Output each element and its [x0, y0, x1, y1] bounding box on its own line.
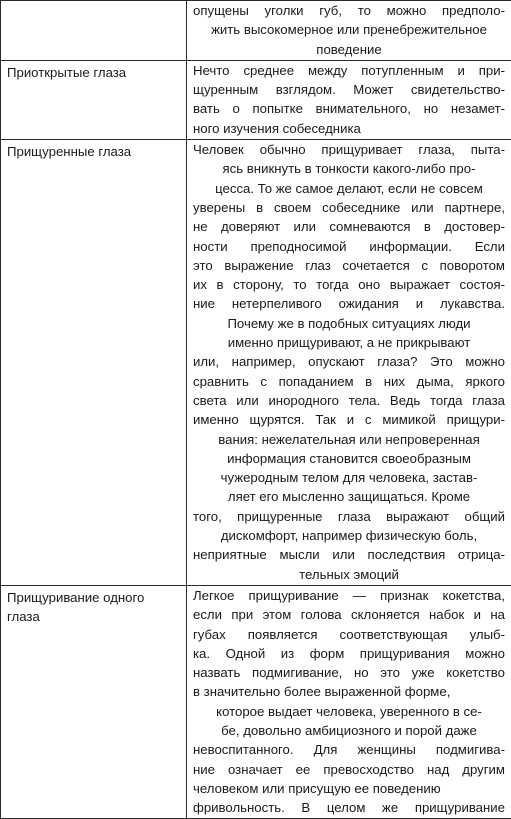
table-row — [1, 140, 511, 586]
text-line: сравнить с попаданием в них дыма, яркого — [193, 372, 505, 391]
text-line: губах появляется соответствующая улыб- — [193, 625, 505, 644]
text-line: фривольность. В целом же прищуривание — [193, 798, 505, 817]
text-line: вания: нежелательная или непроверенная — [193, 430, 505, 449]
text-line: не доверяют или сомневаются в достовер- — [193, 217, 505, 236]
text-line: чужеродным телом для человека, застав- — [193, 468, 505, 487]
text-line: Легкое прищуривание — признак кокетства, — [193, 586, 505, 605]
text-line: ние нетерпеливого ожидания и лукавства. — [193, 294, 505, 313]
description-cell — [187, 60, 511, 139]
text-line: Нечто среднее между потупленным и при- — [193, 61, 505, 80]
term-label: Приоткрытые глаза — [7, 65, 126, 80]
table-row — [1, 1, 511, 61]
table-row — [1, 60, 511, 139]
term-cell — [1, 1, 187, 61]
term-cell — [1, 60, 187, 139]
text-line: тельных эмоций — [193, 565, 505, 584]
table-row — [1, 585, 511, 819]
description-cell — [187, 585, 511, 819]
text-line: ности преподносимой информации. Если — [193, 237, 505, 256]
text-line: неприятные мысли или последствия отрица- — [193, 545, 505, 564]
description-cell — [187, 1, 511, 61]
text-line: Почему же в подобных ситуациях люди — [193, 314, 505, 333]
text-line: информация становится своеобразным — [193, 449, 505, 468]
text-line: ляет его мысленно защищаться. Кроме — [193, 487, 505, 506]
term-label: Прищуривание одного глаза — [7, 590, 144, 624]
text-line: ясь вникнуть в тонкости какого-либо про- — [193, 159, 505, 178]
term-cell — [1, 585, 187, 819]
text-line: назвать подмигивание, но это уже кокетство — [193, 663, 505, 682]
text-line: невоспитанного. Для женщины подмигива- — [193, 740, 505, 759]
text-line: человеком или присущую ее поведению — [193, 779, 505, 798]
text-line: ка. Одной из форм прищуривания можно — [193, 644, 505, 663]
text-line: уверены в своем собеседнике или партнере, — [193, 198, 505, 217]
text-line: это выражение глаз сочетается с поворотом — [193, 256, 505, 275]
text-line: опущены уголки губ, то можно предполо- — [193, 1, 505, 20]
text-line: щуренным взглядом. Может свидетельство- — [193, 80, 505, 99]
text-line: цесса. То же самое делают, если не совсем — [193, 179, 505, 198]
text-line: бе, довольно амбициозного и порой даже — [193, 721, 505, 740]
text-line: жить высокомерное или пренебрежительное — [193, 20, 505, 39]
text-line: света или инородного тела. Ведь тогда глаза — [193, 391, 505, 410]
term-label: Прищуренные глаза — [7, 144, 131, 159]
text-line: именно щурятся. Так и с мимикой прищури- — [193, 410, 505, 429]
text-line: Человек обычно прищуривает глаза, пыта- — [193, 140, 505, 159]
text-line: в значительно более выраженной форме, — [193, 682, 505, 701]
text-line: которое выдает человека, уверенного в се- — [193, 702, 505, 721]
text-line: именно прищуривают, а не прикрывают — [193, 333, 505, 352]
text-line: ного изучения собеседника — [193, 119, 505, 138]
text-line: того, прищуренные глаза выражают общий — [193, 507, 505, 526]
text-line: дискомфорт, например физическую боль, — [193, 526, 505, 545]
description-cell — [187, 140, 511, 586]
text-line: если при этом голова склоняется набок и на — [193, 605, 505, 624]
text-line: ние означает ее превосходство над другим — [193, 760, 505, 779]
term-cell — [1, 140, 187, 586]
text-line: их в сторону, то тогда оно выражает состоя- — [193, 275, 505, 294]
text-line: вать о попытке внимательного, но незамет- — [193, 99, 505, 118]
text-line: или, например, опускают глаза? Это можно — [193, 352, 505, 371]
text-line: поведение — [193, 40, 505, 59]
